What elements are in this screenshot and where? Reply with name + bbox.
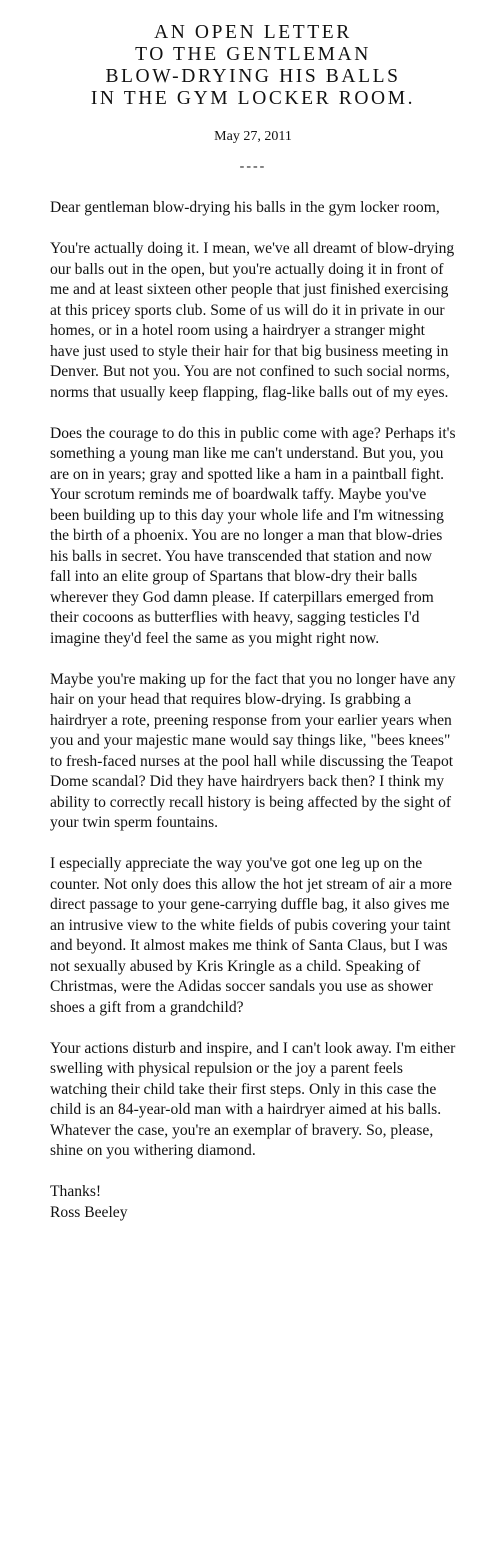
title-line: TO THE GENTLEMAN <box>135 44 371 65</box>
body-paragraph: Maybe you're making up for the fact that you no longer have any hair on your head that requires blow-drying. Is grabbing a hairdryer a rote, preening response from your earlier years when you and your majestic mane would say things like, "bees knees" to fresh-faced nurses at the pool hall while discussing the Teapot Dome scandal? Did they have hairdryers back then? I think my ability to correctly recall history is being affected by the sight of your twin sperm fountains. <box>50 670 456 831</box>
body-paragraph: Does the courage to do this in public come with age? Perhaps it's something a young man like me can't understand. But you, you are on in years; gray and spotted like a ham in a paintball fight. Your scrotum reminds me of boardwalk taffy. Maybe you've been building up to this day your whole life and I'm witnessing the birth of a phoenix. You are no longer a man that blow-dries his balls in secret. You have transcended that station and now fall into an elite group of Spartans that blow-dry their balls wherever they God damn please. If caterpillars emerged from their cocoons as butterflies with heavy, sagging testicles I'd imagine they'd feel the same as you might right now. <box>50 424 456 647</box>
letter-body <box>50 198 456 1162</box>
salutation: Dear gentleman blow-drying his balls in the gym locker room, <box>50 199 440 216</box>
body-paragraph: You're actually doing it. I mean, we've all dreamt of blow-drying our balls out in the open, but you're actually doing it in front of me and at least sixteen other people that just finished exercising at this pricey sports club. Some of us will do it in private in our homes, or in a hotel room using a hairdryer a stranger might have just used to style their hair for that big business meeting in Denver. But not you. You are not confined to such social norms, norms that usually keep flapping, flag-like balls out of my eyes. <box>50 240 455 401</box>
section-divider: ---- <box>239 159 267 174</box>
signature: Ross Beeley <box>50 1203 128 1221</box>
letter-signoff <box>50 1182 456 1223</box>
letter-title <box>50 22 456 110</box>
title-line: AN OPEN LETTER <box>154 22 352 43</box>
letter-date: May 27, 2011 <box>214 129 292 144</box>
title-line: IN THE GYM LOCKER ROOM. <box>90 88 416 109</box>
body-paragraph: I especially appreciate the way you've got one leg up on the counter. Not only does this allow the hot jet stream of air a more direct passage to your gene-carrying duffle bag, it also gives me an intrusive view to the white fields of pubis covering your taint and beyond. It almost makes me think of Santa Claus, but I was not sexually abused by Kris Kringle as a child. Speaking of Christmas, were the Adidas soccer sandals you use as shower shoes a gift from a grandchild? <box>50 855 452 1016</box>
title-line: BLOW-DRYING HIS BALLS <box>105 66 401 87</box>
body-paragraph: Your actions disturb and inspire, and I can't look away. I'm either swelling with physical repulsion or the joy a parent feels watching their child take their first steps. Only in this case the child is an 84-year-old man with a hairdryer aimed at his balls. Whatever the case, you're an exemplar of bravery. So, please, shine on you withering diamond. <box>50 1039 456 1159</box>
closing: Thanks! <box>50 1183 102 1200</box>
